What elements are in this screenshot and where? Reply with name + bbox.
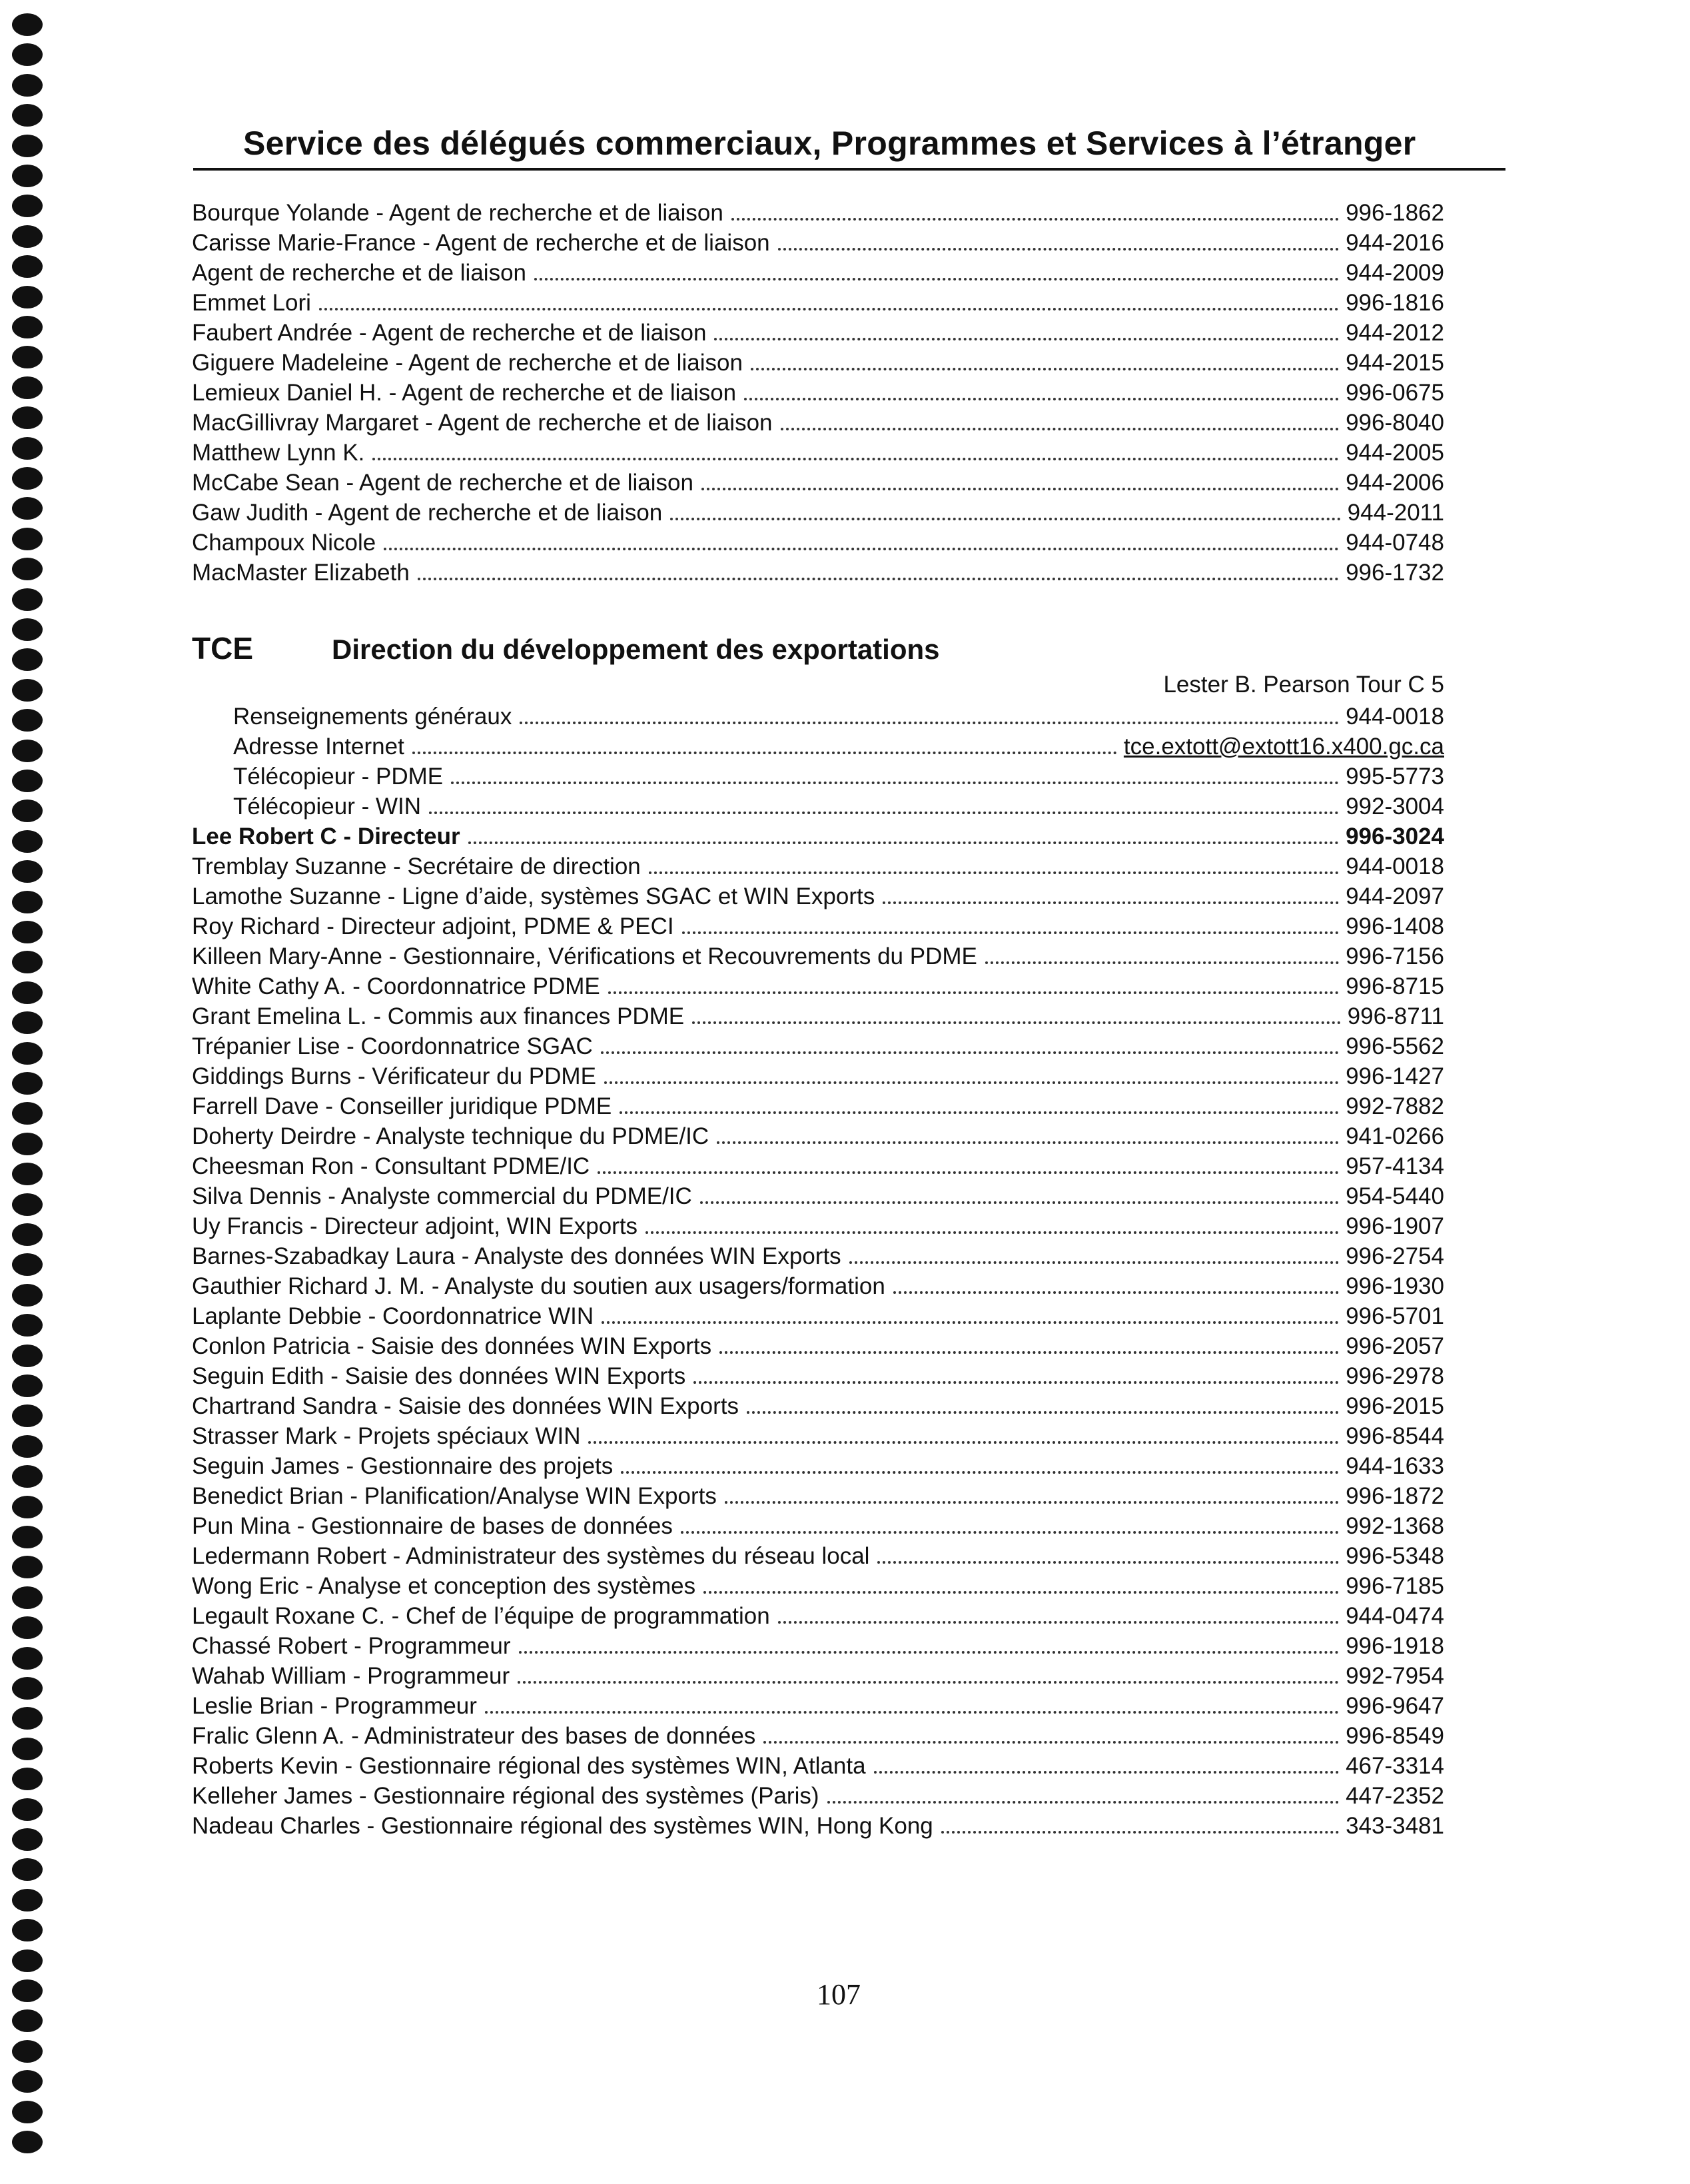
binding-hole <box>12 1647 43 1670</box>
binding-hole <box>12 830 43 853</box>
list-item: Laplante Debbie - Coordonnatrice WIN 996-5701 <box>192 1303 1444 1329</box>
list-item: Doherty Deirdre - Analyste technique du PDME/IC 941-0266 <box>192 1123 1444 1149</box>
list-item: McCabe Sean - Agent de recherche et de liaison 944-2006 <box>192 470 1444 496</box>
list-item: Chartrand Sandra - Saisie des données WIN Exports 996-2015 <box>192 1393 1444 1419</box>
binding-hole <box>12 13 43 36</box>
binding-hole <box>12 1889 43 1911</box>
list-item: Renseignements généraux 944-0018 <box>233 704 1444 730</box>
binding-hole <box>12 1345 43 1367</box>
list-item: Seguin James - Gestionnaire des projets 944-1633 <box>192 1453 1444 1479</box>
binding-hole <box>12 1253 43 1276</box>
list-item: Chassé Robert - Programmeur 996-1918 <box>192 1633 1444 1659</box>
binding-hole <box>12 1949 43 1972</box>
binding-hole <box>12 2070 43 2093</box>
binding-hole <box>12 618 43 641</box>
list-item: Lemieux Daniel H. - Agent de recherche et de liaison 996-0675 <box>192 380 1444 406</box>
binding-hole <box>12 2101 43 2123</box>
list-item: Farrell Dave - Conseiller juridique PDME 992-7882 <box>192 1093 1444 1119</box>
binding-hole <box>12 648 43 671</box>
binding-hole <box>12 709 43 732</box>
binding-hole <box>12 1042 43 1065</box>
list-item: Gauthier Richard J. M. - Analyste du soutien aux usagers/formation 996-1930 <box>192 1273 1444 1299</box>
list-item: MacMaster Elizabeth 996-1732 <box>192 560 1444 586</box>
list-item: Télécopieur - WIN 992-3004 <box>233 794 1444 819</box>
binding-hole <box>12 1072 43 1095</box>
binding-hole <box>12 528 43 550</box>
list-item: Ledermann Robert - Administrateur des systèmes du réseau local 996-5348 <box>192 1543 1444 1569</box>
list-item: Uy Francis - Directeur adjoint, WIN Exports 996-1907 <box>192 1213 1444 1239</box>
list-item: Killeen Mary-Anne - Gestionnaire, Vérifications et Recouvrements du PDME 996-7156 <box>192 943 1444 969</box>
list-item: Champoux Nicole 944-0748 <box>192 530 1444 556</box>
list-item: Silva Dennis - Analyste commercial du PDME/IC 954-5440 <box>192 1183 1444 1209</box>
binding-hole <box>12 1707 43 1730</box>
binding-hole <box>12 1979 43 2002</box>
binding-hole <box>12 951 43 973</box>
binding-hole <box>12 558 43 580</box>
binding-hole <box>12 497 43 520</box>
page-title: Service des délégués commerciaux, Programmes et Services à l’étranger <box>243 125 1416 162</box>
list-item: Wahab William - Programmeur 992-7954 <box>192 1663 1444 1689</box>
binding-hole <box>12 2131 43 2153</box>
email-link[interactable]: tce.extott@extott16.x400.gc.ca <box>1123 734 1444 760</box>
list-item: Faubert Andrée - Agent de recherche et de liaison 944-2012 <box>192 320 1444 346</box>
list-item: Lamothe Suzanne - Ligne d’aide, systèmes SGAC et WIN Exports 944-2097 <box>192 883 1444 909</box>
list-item: Legault Roxane C. - Chef de l’équipe de programmation 944-0474 <box>192 1603 1444 1629</box>
binding-hole <box>12 195 43 217</box>
list-item: Grant Emelina L. - Commis aux finances PDME 996-8711 <box>192 1003 1444 1029</box>
list-item: Gaw Judith - Agent de recherche et de liaison 944-2011 <box>192 500 1444 526</box>
binding-hole <box>12 467 43 490</box>
binding-hole <box>12 1163 43 1185</box>
binding-hole <box>12 165 43 187</box>
list-item: Benedict Brian - Planification/Analyse WIN Exports 996-1872 <box>192 1483 1444 1509</box>
binding-hole <box>12 225 43 248</box>
list-item: Seguin Edith - Saisie des données WIN Exports 996-2978 <box>192 1363 1444 1389</box>
binding-hole <box>12 286 43 308</box>
binding-hole <box>12 1435 43 1458</box>
spiral-binding <box>12 13 47 2172</box>
section-address: Lester B. Pearson Tour C 5 <box>1163 672 1444 698</box>
binding-hole <box>12 588 43 611</box>
binding-hole <box>12 1738 43 1760</box>
binding-hole <box>12 1798 43 1821</box>
binding-hole <box>12 1496 43 1518</box>
binding-hole <box>12 1616 43 1639</box>
list-item: Carisse Marie-France - Agent de recherche et de liaison 944-2016 <box>192 230 1444 256</box>
binding-hole <box>12 1677 43 1700</box>
list-item: Barnes-Szabadkay Laura - Analyste des données WIN Exports 996-2754 <box>192 1243 1444 1269</box>
list-item: Adresse Internet tce.extott@extott16.x400.gc.ca <box>233 732 1444 762</box>
binding-hole <box>12 1465 43 1488</box>
binding-hole <box>12 1011 43 1034</box>
list-item: Giddings Burns - Vérificateur du PDME 996-1427 <box>192 1063 1444 1089</box>
list-item: Roy Richard - Directeur adjoint, PDME & PECI 996-1408 <box>192 913 1444 939</box>
list-item: Leslie Brian - Programmeur 996-9647 <box>192 1693 1444 1719</box>
list-item: Télécopieur - PDME 995-5773 <box>233 764 1444 790</box>
binding-hole <box>12 1526 43 1548</box>
binding-hole <box>12 740 43 762</box>
binding-hole <box>12 860 43 883</box>
binding-hole <box>12 1768 43 1790</box>
binding-hole <box>12 1223 43 1246</box>
list-item: Kelleher James - Gestionnaire régional des systèmes (Paris) 447-2352 <box>192 1783 1444 1809</box>
binding-hole <box>12 1404 43 1427</box>
title-underline <box>193 168 1505 171</box>
list-item: Cheesman Ron - Consultant PDME/IC 957-4134 <box>192 1153 1444 1179</box>
binding-hole <box>12 1133 43 1155</box>
binding-hole <box>12 1193 43 1216</box>
binding-hole <box>12 891 43 913</box>
list-item: Roberts Kevin - Gestionnaire régional des systèmes WIN, Atlanta 467-3314 <box>192 1753 1444 1779</box>
list-item: Bourque Yolande - Agent de recherche et de liaison 996-1862 <box>192 200 1444 226</box>
list-item: Pun Mina - Gestionnaire de bases de données 992-1368 <box>192 1513 1444 1539</box>
binding-hole <box>12 74 43 97</box>
binding-hole <box>12 1858 43 1881</box>
binding-hole <box>12 255 43 278</box>
binding-hole <box>12 104 43 127</box>
list-item: Wong Eric - Analyse et conception des systèmes 996-7185 <box>192 1573 1444 1599</box>
list-item: Emmet Lori 996-1816 <box>192 290 1444 316</box>
binding-hole <box>12 437 43 460</box>
list-item: White Cathy A. - Coordonnatrice PDME 996-8715 <box>192 973 1444 999</box>
binding-hole <box>12 679 43 702</box>
binding-hole <box>12 346 43 368</box>
binding-hole <box>12 43 43 66</box>
list-item: Nadeau Charles - Gestionnaire régional des systèmes WIN, Hong Kong 343-3481 <box>192 1813 1444 1839</box>
binding-hole <box>12 1102 43 1125</box>
list-item: Strasser Mark - Projets spéciaux WIN 996-8544 <box>192 1423 1444 1449</box>
list-item: Lee Robert C - Directeur 996-3024 <box>192 823 1444 849</box>
binding-hole <box>12 770 43 792</box>
list-item: Fralic Glenn A. - Administrateur des bases de données 996-8549 <box>192 1723 1444 1749</box>
binding-hole <box>12 406 43 429</box>
binding-hole <box>12 376 43 399</box>
binding-hole <box>12 2009 43 2032</box>
list-item: Trépanier Lise - Coordonnatrice SGAC 996-5562 <box>192 1033 1444 1059</box>
binding-hole <box>12 981 43 1004</box>
binding-hole <box>12 1284 43 1307</box>
binding-hole <box>12 800 43 822</box>
binding-hole <box>12 1374 43 1397</box>
list-item: Matthew Lynn K. 944-2005 <box>192 440 1444 466</box>
binding-hole <box>12 135 43 157</box>
binding-hole <box>12 1314 43 1337</box>
binding-hole <box>12 1919 43 1941</box>
section-title: Direction du développement des exportations <box>332 634 940 665</box>
binding-hole <box>12 2040 43 2063</box>
binding-hole <box>12 1586 43 1609</box>
page-number: 107 <box>817 1978 861 2011</box>
list-item: Agent de recherche et de liaison 944-2009 <box>192 260 1444 286</box>
section-heading <box>192 630 940 666</box>
binding-hole <box>12 1556 43 1578</box>
list-item: Tremblay Suzanne - Secrétaire de direction 944-0018 <box>192 853 1444 879</box>
binding-hole <box>12 1828 43 1851</box>
list-item: Giguere Madeleine - Agent de recherche et de liaison 944-2015 <box>192 350 1444 376</box>
list-item: Conlon Patricia - Saisie des données WIN Exports 996-2057 <box>192 1333 1444 1359</box>
binding-hole <box>12 921 43 943</box>
section-code: TCE <box>192 631 253 666</box>
binding-hole <box>12 316 43 338</box>
list-item: MacGillivray Margaret - Agent de recherche et de liaison 996-8040 <box>192 410 1444 436</box>
